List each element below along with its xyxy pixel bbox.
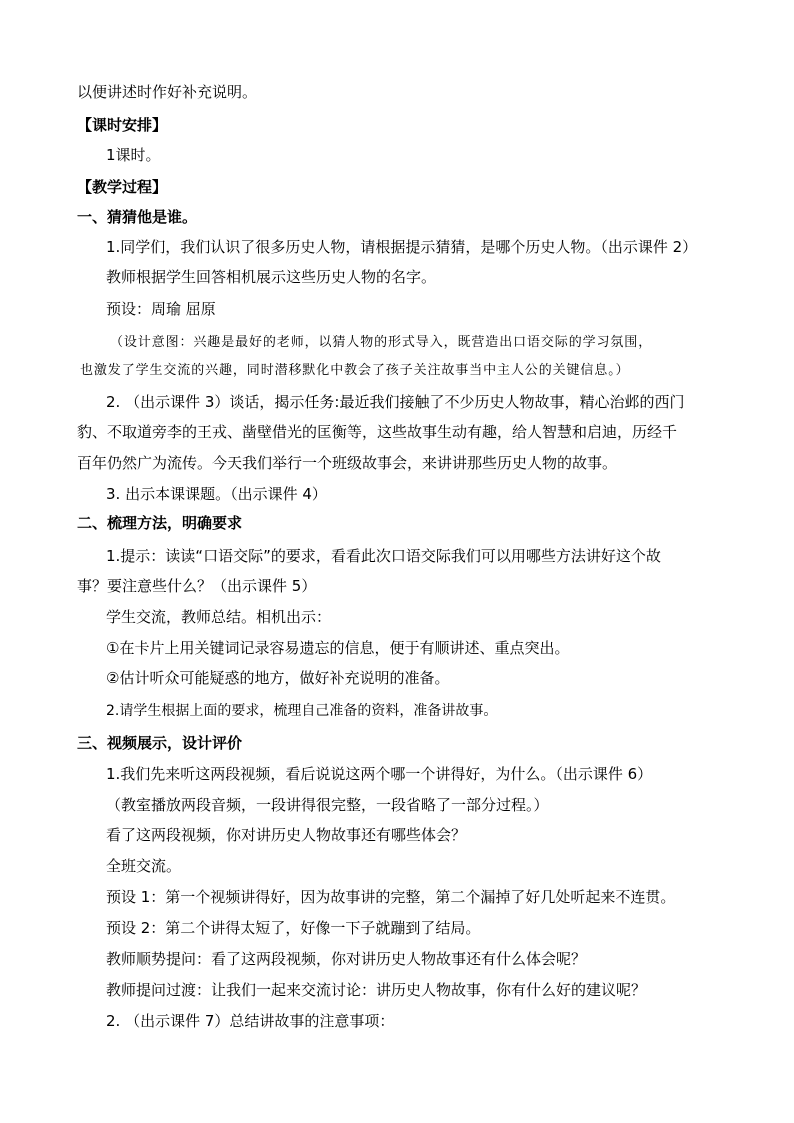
paragraph-line: 2. （出示课件 3）谈话，揭示任务:最近我们接触了不少历史人物故事，精心治邺的西门 — [106, 393, 685, 411]
section-heading-schedule: 【课时安排】 — [77, 116, 168, 134]
paragraph-line: 全班交流。 — [106, 857, 182, 875]
paragraph-line: 1.提示：读读“口语交际”的要求，看看此次口语交际我们可以用哪些方法讲好这个故 — [106, 547, 661, 565]
section-heading-3: 三、视频展示，设计评价 — [77, 734, 243, 752]
list-item: ①在卡片上用关键词记录容易遗忘的信息，便于有顺讲述、重点突出。 — [106, 639, 570, 657]
list-item: ②估计听众可能疑惑的地方，做好补充说明的准备。 — [106, 669, 450, 687]
section-heading-process: 【教学过程】 — [77, 178, 168, 196]
paragraph-line: 教师提问过渡：让我们一起来交流讨论：讲历史人物故事，你有什么好的建议呢？ — [106, 981, 647, 999]
paragraph-line: 预设 1：第一个视频讲得好，因为故事讲的完整，第二个漏掉了好几处听起来不连贯。 — [106, 888, 676, 906]
design-intent-note: （设计意图：兴趣是最好的老师，以猜人物的形式导入，既营造出口语交际的学习氛围， — [110, 335, 653, 350]
paragraph-line: 以便讲述时作好补充说明。 — [77, 83, 258, 101]
paragraph-line: 1.同学们，我们认识了很多历史人物，请根据提示猜猜，是哪个历史人物。（出示课件 2） — [106, 238, 698, 256]
paragraph-line: 事？要注意些什么？（出示课件 5） — [77, 577, 317, 595]
paragraph-line: 豹、不取道旁李的王戎、凿壁借光的匡衡等，这些故事生动有趣，给人智慧和启迪，历经千 — [77, 423, 678, 441]
paragraph-line: 教师根据学生回答相机展示这些历史人物的名字。 — [106, 268, 437, 286]
paragraph-line: 看了这两段视频，你对讲历史人物故事还有哪些体会？ — [106, 826, 467, 844]
section-heading-1: 一、猜猜他是谁。 — [77, 208, 198, 226]
paragraph-line: 3. 出示本课课题。（出示课件 4） — [106, 485, 327, 503]
paragraph-line: 预设：周瑜 屈原 — [106, 300, 216, 318]
design-intent-note: 也激发了学生交流的兴趣，同时潜移默化中教会了孩子关注故事当中主人公的关键信息。） — [80, 363, 630, 378]
paragraph-line: 1.我们先来听这两段视频，看后说说这两个哪一个讲得好，为什么。（出示课件 6） — [106, 765, 653, 783]
paragraph-line: 教师顺势提问：看了这两段视频，你对讲历史人物故事还有什么体会呢？ — [106, 950, 587, 968]
paragraph-line: 1课时。 — [106, 146, 161, 164]
paragraph-line: 预设 2：第二个讲得太短了，好像一下子就蹦到了结局。 — [106, 919, 481, 937]
paragraph-line: 百年仍然广为流传。今天我们举行一个班级故事会，来讲讲那些历史人物的故事。 — [77, 454, 618, 472]
paragraph-line: 学生交流，教师总结。相机出示： — [106, 608, 332, 626]
paragraph-line: 2.请学生根据上面的要求，梳理自己准备的资料，准备讲故事。 — [106, 703, 498, 719]
paragraph-line: 2. （出示课件 7）总结讲故事的注意事项： — [106, 1012, 395, 1030]
paragraph-line: （教室播放两段音频，一段讲得很完整，一段省略了一部分过程。） — [106, 796, 549, 814]
section-heading-2: 二、梳理方法，明确要求 — [77, 514, 243, 532]
